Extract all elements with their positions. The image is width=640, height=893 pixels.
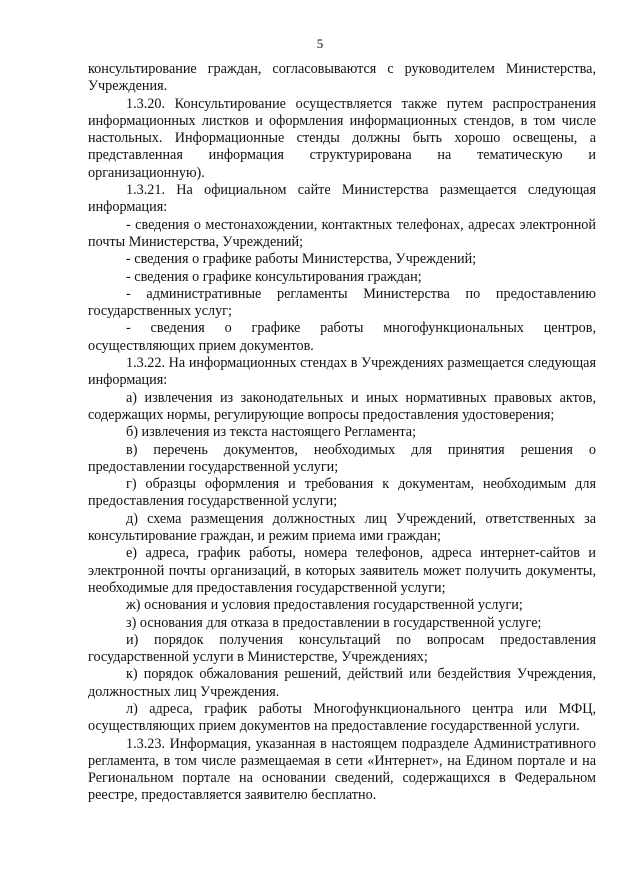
- list-item: г) образцы оформления и требования к документам, необходимым для предоставления государственной услуги;: [88, 476, 596, 510]
- list-item: - сведения о местонахождении, контактных телефонах, адресах электронной почты Министерства, Учреждений;: [88, 216, 596, 250]
- list-item: - сведения о графике работы Министерства, Учреждений;: [126, 251, 477, 268]
- list-item: к) порядок обжалования решений, действий или бездействия Учреждения, должностных лиц Учреждения.: [88, 666, 596, 700]
- document-body: [88, 61, 596, 805]
- list-item: и) порядок получения консультаций по вопросам предоставления государственной услуги в Министерстве, Учреждениях;: [88, 631, 596, 666]
- list-item: д) схема размещения должностных лиц Учреждений, ответственных за консультирование граждан, и режим приема ими граждан;: [88, 510, 596, 545]
- page-number: 5: [316, 36, 324, 51]
- list-item: а) извлечения из законодательных и иных нормативных правовых актов, содержащих нормы, регулирующие вопросы предоставления удостоверения;: [88, 389, 596, 423]
- list-item: л) адреса, график работы Многофункционального центра или МФЦ, осуществляющих прием документов на предоставление государственной услуги.: [88, 700, 596, 735]
- paragraph: 1.3.20. Консультирование осуществляется также путем распространения информационных листков и оформления информационных стендов, в том числе настольных. Информационные стенды должны быть хорошо освещены, а представленная информация структурирована на тематическую и организационную).: [88, 95, 596, 181]
- list-item: е) адреса, график работы, номера телефонов, адреса интернет-сайтов и электронной почты организаций, в которых заявитель может получить документы, необходимые для предоставления государственной услуги;: [88, 545, 596, 596]
- list-item: в) перечень документов, необходимых для принятия решения о предоставлении государственной услуги;: [88, 441, 596, 475]
- paragraph: 1.3.23. Информация, указанная в настоящем подразделе Административного регламента, в том числе размещаемая в сети «Интернет», на Едином портале и на Региональном портале на основании сведений, содержащихся в Федеральном реестре, предоставляется заявителю бесплатно.: [88, 735, 596, 804]
- list-item: - административные регламенты Министерства по предоставлению государственных услуг;: [88, 285, 596, 320]
- paragraph: 1.3.22. На информационных стендах в Учреждениях размещается следующая информация:: [88, 355, 596, 389]
- list-item: - сведения о графике работы многофункциональных центров, осуществляющих прием документов.: [88, 320, 596, 354]
- paragraph: консультирование граждан, согласовываются с руководителем Министерства, Учреждения.: [88, 61, 596, 95]
- list-item: б) извлечения из текста настоящего Регламента;: [126, 424, 417, 441]
- list-item: з) основания для отказа в предоставлении в государственной услуге;: [126, 614, 542, 631]
- paragraph: 1.3.21. На официальном сайте Министерства размещается следующая информация:: [88, 182, 596, 216]
- list-item: - сведения о графике консультирования граждан;: [126, 268, 422, 285]
- list-item: ж) основания и условия предоставления государственной услуги;: [126, 597, 523, 614]
